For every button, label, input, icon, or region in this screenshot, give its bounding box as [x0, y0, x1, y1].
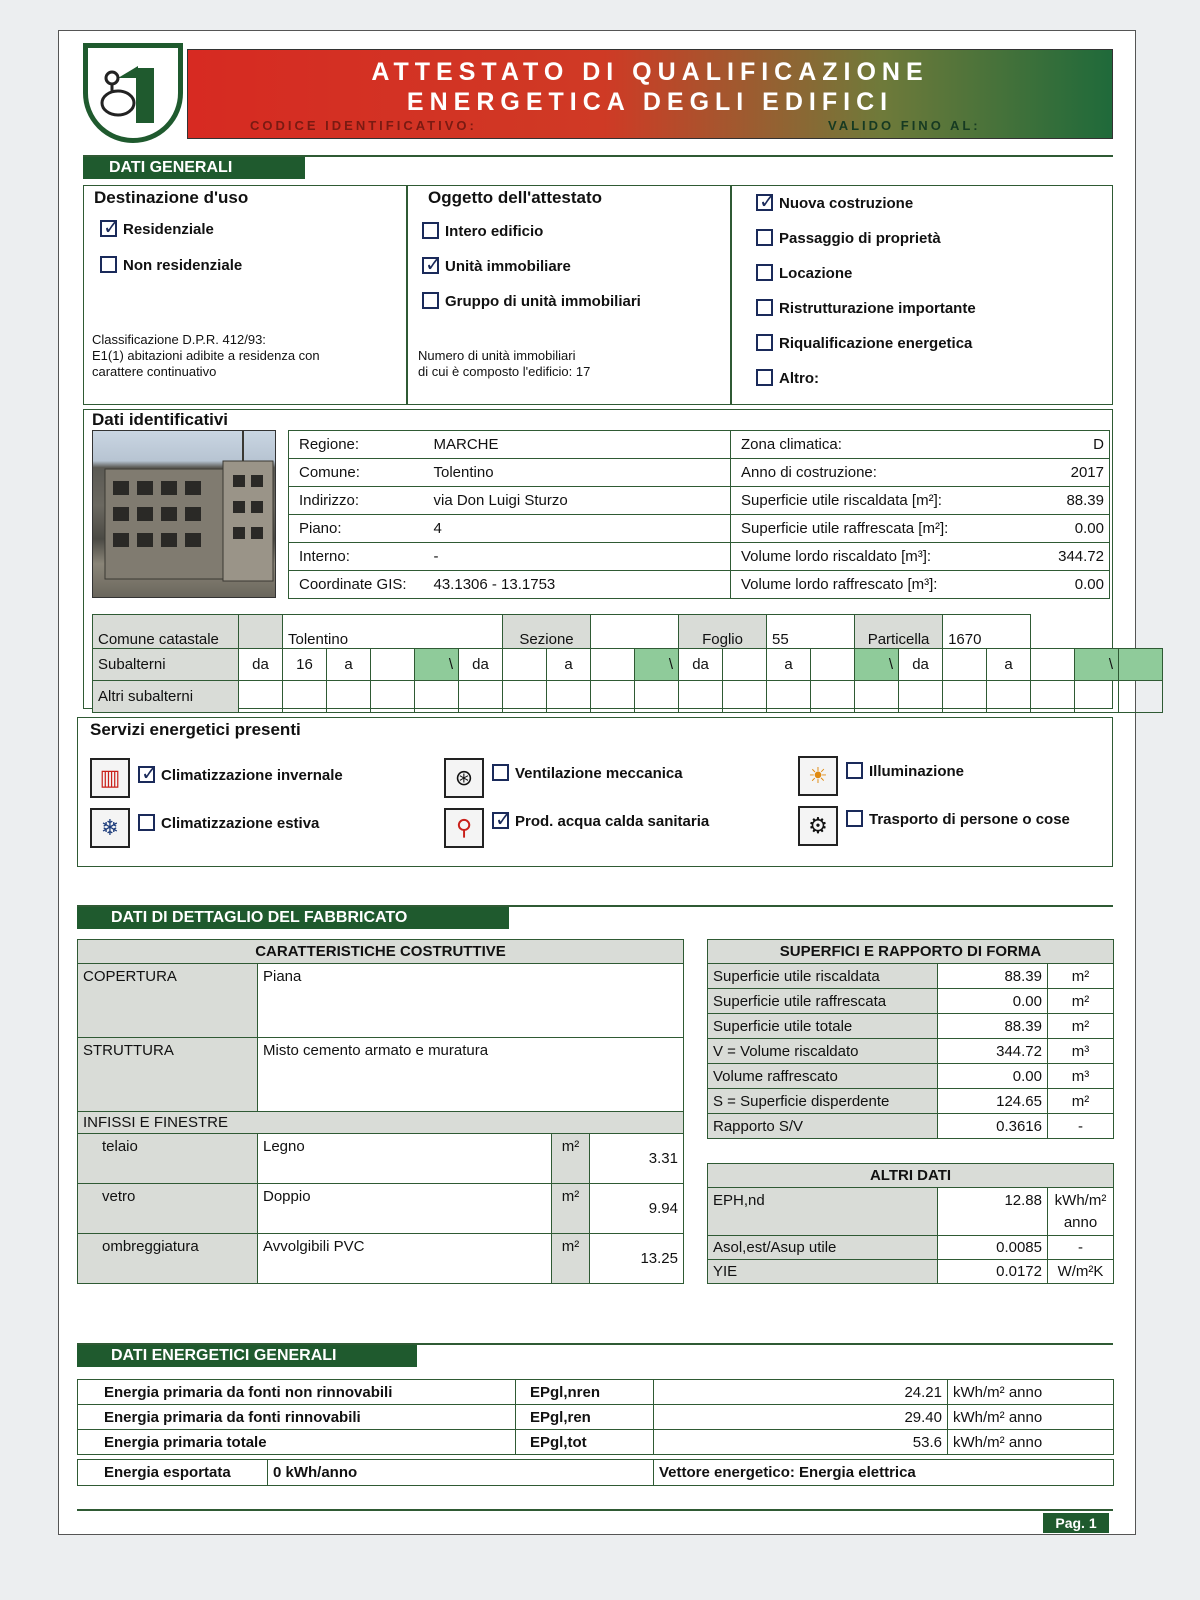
option-locazione[interactable]: Locazione: [756, 264, 852, 282]
ident-left-label: Comune:: [289, 459, 429, 487]
sub-da-label: da: [679, 649, 723, 681]
sub-a-label: a: [327, 649, 371, 681]
altri-subalterni-cell: [987, 681, 1031, 713]
ident-left-value: 4: [429, 515, 731, 543]
superficie-row: [708, 1014, 1114, 1039]
checkbox-gruppo-unita[interactable]: [422, 292, 439, 309]
checkbox-passaggio-proprieta[interactable]: [756, 229, 773, 246]
energia-unit: kWh/m² anno: [948, 1430, 1114, 1455]
infissi-label: INFISSI E FINESTRE: [78, 1112, 684, 1134]
option-intero-edificio[interactable]: Intero edificio: [422, 222, 543, 240]
eph-label: EPH,nd: [708, 1188, 938, 1236]
ident-right-label: Volume lordo riscaldato [m³]:: [731, 543, 1031, 571]
altri-subalterni-cell: [283, 681, 327, 713]
superficie-label: Rapporto S/V: [708, 1114, 938, 1139]
altri-subalterni-cell: [767, 681, 811, 713]
yie-label: YIE: [708, 1260, 938, 1284]
sub-da-value: [723, 649, 767, 681]
altri-subalterni-cell: [415, 681, 459, 713]
identificativi-title: Dati identificativi: [92, 410, 229, 429]
ident-right-value: 0.00: [1031, 515, 1110, 543]
ident-right-label: Superficie utile riscaldata [m²]:: [731, 487, 1031, 515]
infisso-row: [78, 1184, 684, 1234]
superficie-label: Superficie utile riscaldata: [708, 964, 938, 989]
service-acqua-calda[interactable]: ✓ Prod. acqua calda sanitaria: [492, 812, 709, 830]
altri-subalterni-cell: [723, 681, 767, 713]
sub-da-label: da: [239, 649, 283, 681]
superficie-value: 124.65: [938, 1089, 1048, 1114]
copertura-value: Piana: [258, 964, 684, 1038]
vettore-energetico: Vettore energetico: Energia elettrica: [654, 1460, 1114, 1486]
yie-unit: W/m²K: [1048, 1260, 1114, 1284]
option-residenziale[interactable]: ✓Residenziale: [100, 220, 214, 238]
superficie-unit: m³: [1048, 1064, 1114, 1089]
altri-subalterni-cell: [855, 681, 899, 713]
sub-a-value: [811, 649, 855, 681]
energia-value: 29.40: [654, 1405, 948, 1430]
superficie-label: V = Volume riscaldato: [708, 1039, 938, 1064]
superficie-unit: m²: [1048, 964, 1114, 989]
gear-icon: ⚙: [798, 806, 838, 846]
infisso-unit: m²: [552, 1234, 590, 1284]
ident-right-label: Volume lordo raffrescato [m³]:: [731, 571, 1031, 599]
subalterni-label: Subalterni: [93, 649, 239, 681]
destinazione-title: Destinazione d'uso: [94, 188, 249, 207]
title-banner: [187, 49, 1113, 139]
altri-subalterni-cell: [459, 681, 503, 713]
altri-subalterni-cell: [503, 681, 547, 713]
service-trasporto[interactable]: Trasporto di persone o cose: [846, 810, 1070, 828]
esportata-table: [77, 1459, 1114, 1486]
ident-left-label: Interno:: [289, 543, 429, 571]
energia-label: Energia primaria totale: [78, 1430, 516, 1455]
energia-value: 24.21: [654, 1380, 948, 1405]
sub-a-value: [1031, 649, 1075, 681]
superficie-label: Superficie utile raffrescata: [708, 989, 938, 1014]
page-number: Pag. 1: [1043, 1513, 1109, 1533]
identificativi-box: [83, 409, 1113, 709]
valid-label: VALIDO FINO AL:: [828, 118, 981, 133]
energia-row: [78, 1380, 1114, 1405]
motivo-box: [731, 185, 1113, 405]
altri-subalterni-cell: [899, 681, 943, 713]
sub-separator: \: [635, 649, 679, 681]
infisso-row: [78, 1234, 684, 1284]
ident-row: [289, 571, 1110, 599]
classificazione: Classificazione D.P.R. 412/93: E1(1) abitazioni adibite a residenza con carattere continuativo: [92, 332, 320, 379]
ident-left-label: Coordinate GIS:: [289, 571, 429, 599]
altri-dati-title: ALTRI DATI: [708, 1164, 1114, 1188]
asol-unit: -: [1048, 1236, 1114, 1260]
altri-subalterni-cell: [327, 681, 371, 713]
esportata-value: 0 kWh/anno: [268, 1460, 654, 1486]
sub-a-label: a: [987, 649, 1031, 681]
eph-unit: kWh/m² anno: [1048, 1188, 1114, 1236]
ident-right-value: D: [1031, 431, 1110, 459]
altri-subalterni-cell: [1031, 681, 1075, 713]
ident-left-value: via Don Luigi Sturzo: [429, 487, 731, 515]
superficie-label: Superficie utile totale: [708, 1014, 938, 1039]
infisso-row: [78, 1134, 684, 1184]
particella-label: Particella: [855, 615, 943, 649]
catasto-table: [92, 614, 1163, 713]
energia-row: [78, 1430, 1114, 1455]
servizi-box: [77, 717, 1113, 867]
sub-separator: \: [415, 649, 459, 681]
destinazione-box: [83, 185, 407, 405]
infisso-unit: m²: [552, 1134, 590, 1184]
caratteristiche-title: CARATTERISTICHE COSTRUTTIVE: [78, 940, 684, 964]
altri-subalterni-cell: [679, 681, 723, 713]
sub-a-label: a: [547, 649, 591, 681]
service-illuminazione[interactable]: Illuminazione: [846, 762, 964, 780]
identificativi-table: [288, 430, 1110, 599]
checkbox-non-residenziale[interactable]: [100, 256, 117, 273]
ident-row: [289, 487, 1110, 515]
altri-subalterni-cell: [547, 681, 591, 713]
energia-code: EPgl,tot: [516, 1430, 654, 1455]
servizi-title: Servizi energetici presenti: [90, 720, 301, 739]
checkbox-locazione[interactable]: [756, 264, 773, 281]
sub-da-label: da: [459, 649, 503, 681]
building-photo-icon: [93, 431, 275, 597]
checkbox-riqualificazione[interactable]: [756, 334, 773, 351]
infisso-num: 9.94: [590, 1184, 684, 1234]
sub-separator: \: [855, 649, 899, 681]
infisso-unit: m²: [552, 1184, 590, 1234]
infisso-label: telaio: [78, 1134, 258, 1184]
altri-subalterni-label: Altri subalterni: [93, 681, 239, 713]
ident-left-label: Piano:: [289, 515, 429, 543]
infisso-value: Legno: [258, 1134, 552, 1184]
sezione-value: [591, 615, 679, 649]
ident-right-label: Superficie utile raffrescata [m²]:: [731, 515, 1031, 543]
oggetto-box: [407, 185, 731, 405]
service-climatizzazione-invernale[interactable]: ✓ Climatizzazione invernale: [138, 766, 343, 784]
energia-label: Energia primaria da fonti non rinnovabili: [78, 1380, 516, 1405]
section-dati-generali: DATI GENERALI: [83, 157, 305, 179]
altri-dati-table: [707, 1163, 1114, 1284]
altri-subalterni-cell: [635, 681, 679, 713]
service-climatizzazione-estiva[interactable]: Climatizzazione estiva: [138, 814, 319, 832]
option-altro[interactable]: Altro:: [756, 369, 819, 387]
ident-right-value: 0.00: [1031, 571, 1110, 599]
energia-unit: kWh/m² anno: [948, 1380, 1114, 1405]
altri-subalterni-cell: [239, 681, 283, 713]
energia-value: 53.6: [654, 1430, 948, 1455]
ident-left-value: Tolentino: [429, 459, 731, 487]
option-nuova-costruzione[interactable]: ✓Nuova costruzione: [756, 194, 913, 212]
sub-a-value: [591, 649, 635, 681]
ident-left-label: Regione:: [289, 431, 429, 459]
service-ventilazione[interactable]: Ventilazione meccanica: [492, 764, 683, 782]
certificate-page: [58, 30, 1136, 1535]
option-ristrutturazione[interactable]: Ristrutturazione importante: [756, 299, 976, 317]
infisso-label: ombreggiatura: [78, 1234, 258, 1284]
superficie-unit: m²: [1048, 1089, 1114, 1114]
radiator-icon: ▥: [90, 758, 130, 798]
superficie-value: 0.00: [938, 989, 1048, 1014]
sub-da-value: 16: [283, 649, 327, 681]
checkbox-intero-edificio[interactable]: [422, 222, 439, 239]
ident-left-label: Indirizzo:: [289, 487, 429, 515]
ident-left-value: MARCHE: [429, 431, 731, 459]
altri-subalterni-cell: [1075, 681, 1119, 713]
superficie-value: 0.3616: [938, 1114, 1048, 1139]
infisso-num: 3.31: [590, 1134, 684, 1184]
altri-subalterni-cell: [1119, 681, 1163, 713]
copertura-label: COPERTURA: [78, 964, 258, 1038]
checkbox-nuova-costruzione[interactable]: [756, 194, 773, 211]
faucet-icon: ⚲: [444, 808, 484, 848]
bulb-icon: ☀: [798, 756, 838, 796]
option-unita-immobiliare[interactable]: ✓Unità immobiliare: [422, 257, 571, 275]
altri-subalterni-cell: [591, 681, 635, 713]
ident-row: [289, 515, 1110, 543]
code-label: CODICE IDENTIFICATIVO:: [250, 118, 477, 133]
superficie-value: 88.39: [938, 1014, 1048, 1039]
superficie-row: [708, 1114, 1114, 1139]
comune-catastale-value: Tolentino: [283, 615, 503, 649]
title-line-2: ENERGETICA DEGLI EDIFICI: [406, 88, 894, 116]
altri-subalterni-cell: [811, 681, 855, 713]
superficie-row: [708, 1089, 1114, 1114]
superficie-row: [708, 964, 1114, 989]
section-dettaglio: DATI DI DETTAGLIO DEL FABBRICATO: [77, 907, 509, 929]
air-conditioner-icon: ❄: [90, 808, 130, 848]
foglio-value: 55: [767, 615, 855, 649]
ident-left-value: -: [429, 543, 731, 571]
eph-value: 12.88: [938, 1188, 1048, 1236]
checkbox-ristrutturazione[interactable]: [756, 299, 773, 316]
superficie-label: S = Superficie disperdente: [708, 1089, 938, 1114]
struttura-label: STRUTTURA: [78, 1038, 258, 1112]
sezione-label: Sezione: [503, 615, 591, 649]
infisso-value: Avvolgibili PVC: [258, 1234, 552, 1284]
energia-code: EPgl,nren: [516, 1380, 654, 1405]
superficie-value: 344.72: [938, 1039, 1048, 1064]
superficie-unit: m²: [1048, 1014, 1114, 1039]
checkbox-altro[interactable]: [756, 369, 773, 386]
yie-value: 0.0172: [938, 1260, 1048, 1284]
ident-right-label: Anno di costruzione:: [731, 459, 1031, 487]
superficie-label: Volume raffrescato: [708, 1064, 938, 1089]
superficie-row: [708, 1039, 1114, 1064]
option-gruppo-unita[interactable]: Gruppo di unità immobiliari: [422, 292, 641, 310]
superfici-table: [707, 939, 1114, 1139]
sub-a-value: [371, 649, 415, 681]
caratteristiche-table: [77, 939, 684, 1284]
infisso-label: vetro: [78, 1184, 258, 1234]
comune-catastale-label: Comune catastale: [93, 615, 239, 649]
numero-unita: Numero di unità immobiliari di cui è composto l'edificio: 17: [418, 348, 591, 379]
ident-right-value: 88.39: [1031, 487, 1110, 515]
superficie-row: [708, 989, 1114, 1014]
asol-label: Asol,est/Asup utile: [708, 1236, 938, 1260]
infisso-num: 13.25: [590, 1234, 684, 1284]
title-line-1: ATTESTATO DI QUALIFICAZIONE: [371, 58, 929, 86]
superficie-unit: m³: [1048, 1039, 1114, 1064]
sub-a-label: a: [767, 649, 811, 681]
energia-label: Energia primaria da fonti rinnovabili: [78, 1405, 516, 1430]
infisso-value: Doppio: [258, 1184, 552, 1234]
ident-row: [289, 459, 1110, 487]
region-logo: [83, 43, 183, 143]
energia-code: EPgl,ren: [516, 1405, 654, 1430]
superficie-row: [708, 1064, 1114, 1089]
altri-subalterni-cell: [943, 681, 987, 713]
superficie-value: 88.39: [938, 964, 1048, 989]
altri-subalterni-cell: [371, 681, 415, 713]
checkbox-unita-immobiliare[interactable]: [422, 257, 439, 274]
ident-left-value: 43.1306 - 13.1753: [429, 571, 731, 599]
ident-row: [289, 543, 1110, 571]
energetici-table: [77, 1379, 1114, 1455]
ident-row: [289, 431, 1110, 459]
asol-value: 0.0085: [938, 1236, 1048, 1260]
struttura-value: Misto cemento armato e muratura: [258, 1038, 684, 1112]
ident-right-value: 344.72: [1031, 543, 1110, 571]
esportata-label: Energia esportata: [78, 1460, 268, 1486]
superficie-value: 0.00: [938, 1064, 1048, 1089]
sub-separator: \: [1075, 649, 1119, 681]
sub-da-value: [943, 649, 987, 681]
superfici-title: SUPERFICI E RAPPORTO DI FORMA: [708, 940, 1114, 964]
energia-unit: kWh/m² anno: [948, 1405, 1114, 1430]
foglio-label: Foglio: [679, 615, 767, 649]
option-riqualificazione[interactable]: Riqualificazione energetica: [756, 334, 972, 352]
sub-da-label: da: [899, 649, 943, 681]
fan-icon: ⊛: [444, 758, 484, 798]
particella-value: 1670: [943, 615, 1031, 649]
option-non-residenziale[interactable]: Non residenziale: [100, 256, 242, 274]
oggetto-title: Oggetto dell'attestato: [428, 188, 603, 207]
ident-right-label: Zona climatica:: [731, 431, 1031, 459]
checkbox-residenziale[interactable]: [100, 220, 117, 237]
section-energetici: DATI ENERGETICI GENERALI: [77, 1345, 417, 1367]
sub-da-value: [503, 649, 547, 681]
building-photo: [92, 430, 276, 598]
superficie-unit: m²: [1048, 989, 1114, 1014]
region-logo-icon: [88, 48, 178, 138]
superficie-unit: -: [1048, 1114, 1114, 1139]
ident-right-value: 2017: [1031, 459, 1110, 487]
energia-row: [78, 1405, 1114, 1430]
option-passaggio-proprieta[interactable]: Passaggio di proprietà: [756, 229, 941, 247]
